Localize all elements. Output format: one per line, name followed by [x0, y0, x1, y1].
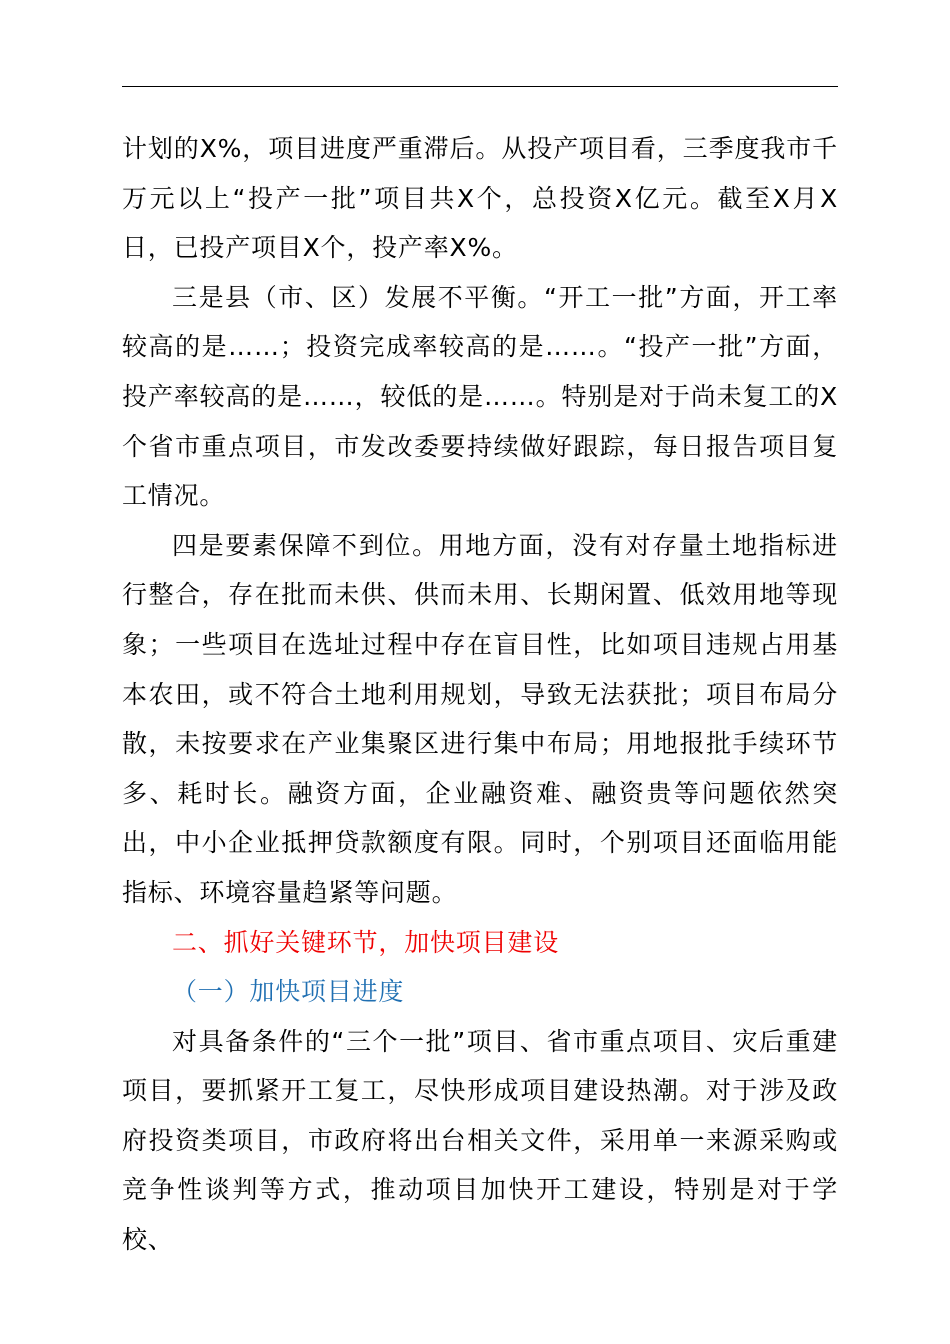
paragraph-continued: 计划的X%，项目进度严重滞后。从投产项目看，三季度我市千万元以上“投产一批”项目共X个，总投资X亿元。截至X月X日，已投产项目X个，投产率X%。	[122, 134, 838, 263]
paragraph-point-three: 三是县（市、区）发展不平衡。“开工一批”方面，开工率较高的是……；投资完成率较高的是……。“投产一批”方面，投产率较高的是……，较低的是……。特别是对于尚未复工的X个省市重点项目，市发改委要持续做好跟踪，每日报告项目复工情况。	[122, 282, 838, 511]
subsection-heading: （一）加快项目进度	[172, 977, 405, 1007]
header-rule	[122, 86, 838, 87]
paragraph-point-four: 四是要素保障不到位。用地方面，没有对存量土地指标进行整合，存在批而未供、供而未用、长期闲置、低效用地等现象；一些项目在选址过程中存在盲目性，比如项目违规占用基本农田，或不符合土地利用规划，导致无法获批；项目布局分散，未按要求在产业集聚区进行集中布局；用地报批手续环节多、耗时长。融资方面，企业融资难、融资贵等问题依然突出，中小企业抵押贷款额度有限。同时，个别项目还面临用能指标、环境容量趋紧等问题。	[122, 530, 838, 907]
section-heading: 二、抓好关键环节，加快项目建设	[172, 927, 560, 957]
paragraph-speed-up: 对具备条件的“三个一批”项目、省市重点项目、灾后重建项目，要抓紧开工复工，尽快形成项目建设热潮。对于涉及政府投资类项目，市政府将出台相关文件，采用单一来源采购或竞争性谈判等方式，推动项目加快开工建设，特别是对于学校、	[122, 1026, 838, 1255]
document-body	[122, 124, 838, 1265]
